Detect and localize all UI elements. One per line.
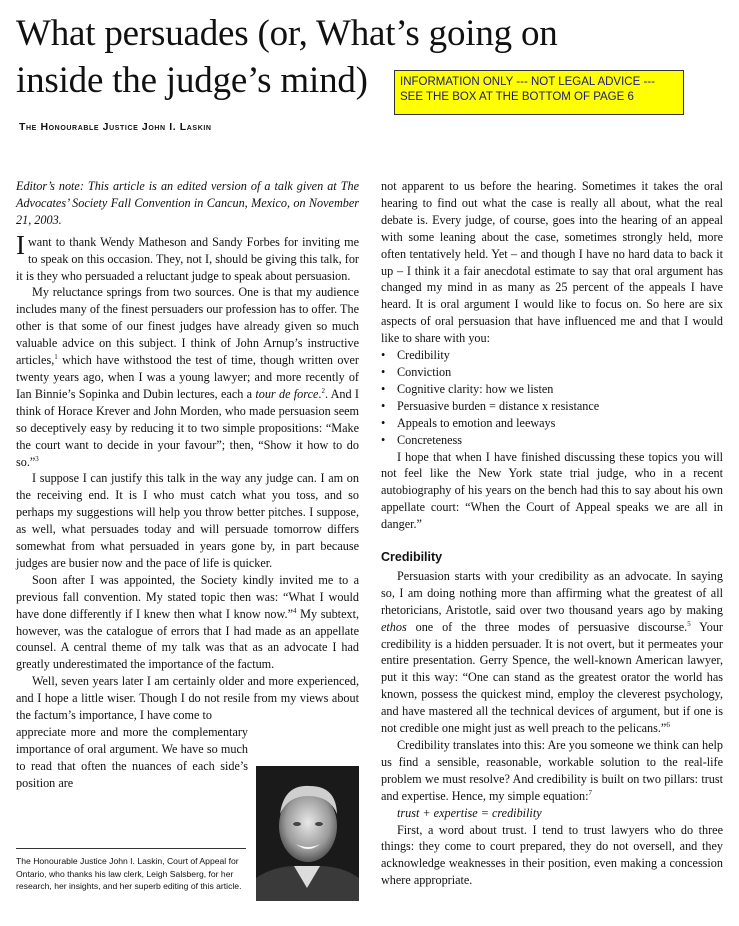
author-footnote: The Honourable Justice John I. Laskin, Court of Appeal for Ontario, who thanks his law clerk, Leigh Salsberg, for her research, her insights, and her superb editing of this article. [16, 848, 246, 893]
list-item: • Credibility [381, 347, 723, 364]
author-byline: The Honourable Justice John I. Laskin [19, 121, 212, 133]
title-line-2: inside the judge’s mind) [16, 60, 368, 101]
notice-line-2: SEE THE BOX AT THE BOTTOM OF PAGE 6 [400, 91, 634, 103]
footnote-ref[interactable]: 7 [588, 788, 592, 797]
right-column [381, 178, 723, 889]
footnote-ref[interactable]: 1 [54, 353, 58, 361]
footnote-ref[interactable]: 2 [321, 386, 325, 395]
legal-notice-box [394, 70, 684, 115]
footnote-ref[interactable]: 4 [292, 606, 297, 615]
paragraph-2: My reluctance springs from two sources. One is that my audience includes many of the finest persuaders our profession has to offer. The other is that some of our finest judges have already given so much valuable advice on this subject. I think of John Arnup’s instructive articles,$^1$ which have withstood the test of time, though written over twenty years ago, when I was a young lawyer; and more recently of Ian Binnie’s Sopinka and Dubin lectures, each a tour de force.$^2$. And I think of Horace Krever and John Morden, who made persuasion seem so deceptively easy by reducing it to two simple propositions: “Make the court want to decide in your favour”; then, “Show it how to do so.”$^3$ [16, 285, 359, 469]
paragraph-1: I want to thank Wendy Matheson and Sandy Forbes for inviting me to speak on this occasion. They, not I, should be giving this talk, for it is they who persuaded a reluctant judge to speak about persuasion. [16, 229, 359, 283]
paragraph-8: Persuasion starts with your credibility as an advocate. In saying so, I am doing nothing more than affirming what the greatest of all rhetoricians, Aristotle, said over two thousand years ago by making ethos one of the three modes of persuasive discourse.$^5$ Your credibility is a hidden persuader. It is not overt, but it permeates your entire presentation. Gerry Spence, the well-known American lawyer, put it this way: “One can stand as the greatest orator the world has known, possess the quickest mind, employ the cleverest psychology, and have mastered all the technical devices of argument, but if one is not credible one might just as well preach to the pelicans.”$^6$ [381, 568, 723, 736]
paragraph-3: I suppose I can justify this talk in the way any judge can. I am on the receiving end. It is I who must catch what you toss, and so perhaps my suggestions will help you throw better pitches. I suppose, as well, what persuades today and will persuade tomorrow differs somewhat from what persuaded in years gone by, in part because judges are busier now and the pace of life is quicker. [16, 471, 359, 570]
footnote-ref[interactable]: 5 [687, 619, 691, 628]
editors-note: Editor’s note: This article is an edited version of a talk given at The Advocates’ Society Fall Convention in Cancun, Mexico, on November 21, 2003. [16, 179, 359, 227]
paragraph-7: I hope that when I have finished discussing these topics you will not feel like the New York state trial judge, who in a recent autobiography of his years on the bench had this to say about his own appellate court: “When the Court of Appeal speaks we are all in danger.” [381, 449, 723, 532]
list-item: • Conviction [381, 364, 723, 381]
paragraph-4: Soon after I was appointed, the Society kindly invited me to a previous fall convention. My stated topic then was: “What I would have done differently if I knew then what I know now.”$^4$ My subtext, however, was the catalogue of errors that I had made as an appellate counsel. A central theme of my talk was that as an advocate I had greatly underestimated the importance of the factum. [16, 572, 360, 672]
notice-line-1: INFORMATION ONLY --- NOT LEGAL ADVICE --- [400, 76, 655, 88]
drop-cap: I [16, 229, 25, 260]
footnote-ref[interactable]: 3 [35, 454, 39, 463]
topics-list [381, 347, 723, 448]
list-item: • Concreteness [381, 432, 723, 449]
footnote-ref[interactable]: 6 [666, 721, 670, 730]
author-photo [256, 766, 359, 901]
list-item: • Persuasive burden = distance x resistance [381, 398, 723, 415]
title-line-1: What persuades (or, What’s going on [16, 13, 558, 54]
credibility-equation: trust + expertise = credibility [397, 805, 542, 820]
list-item: • Cognitive clarity: how we listen [381, 381, 723, 398]
paragraph-6: not apparent to us before the hearing. Sometimes it takes the oral hearing to find out what the case is really all about, what the real debate is. Every judge, of course, goes into the hearing of an appeal with some leaning about the case, sometimes strongly held, more often tentatively held. Yet – and though I have no hard data to back it up – I think it a fair anecdotal estimate to say that oral argument has changed my mind in as many as 25 percent of the appeals I have heard. It is oral argument I would like to focus on. So here are six aspects of oral persuasion that have influenced me and that I would like to share with you: [381, 179, 723, 346]
left-column [16, 178, 359, 792]
paragraph-10: First, a word about trust. I tend to trust lawyers who do three things: they come to court prepared, they do not oversell, and they acknowledge weaknesses in their position, even making a concession where appropriate. [381, 822, 723, 888]
paragraph-5: Well, seven years later I am certainly older and more experienced, and I hope a little wiser. Though I do not resile from my views about the factum’s importance, I have come to [16, 674, 359, 723]
paragraph-9: Credibility translates into this: Are you someone we think can help us find a sensible, reasonable, workable solution to the real-life problem we must resolve? And credibility is built on two pillars: trust and expertise. Hence, my simple equation:$^7$ [381, 738, 723, 803]
list-item: • Appeals to emotion and leeways [381, 415, 723, 432]
paragraph-5-continued: appreciate more and more the complementary importance of oral argument. We have so much to read that often the nuances of each side’s position are [16, 725, 248, 790]
section-heading-credibility: Credibility [381, 550, 443, 565]
